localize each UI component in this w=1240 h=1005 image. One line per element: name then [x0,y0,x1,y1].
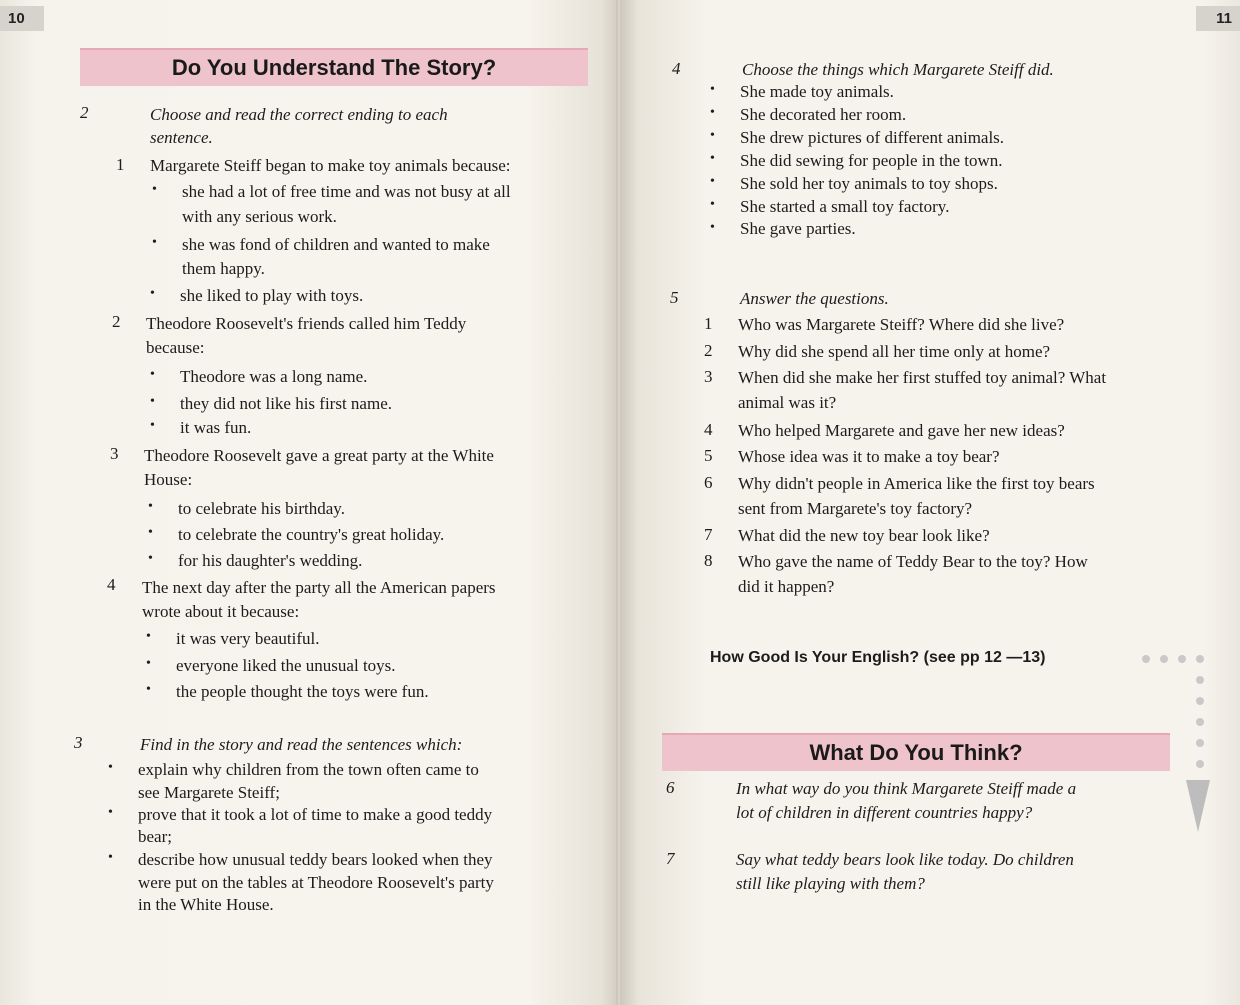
decorative-dot-icon [1142,655,1150,663]
question-number: 6 [704,473,713,492]
bullet-icon: • [710,151,715,166]
answer-option: they did not like his first name. [180,394,392,413]
bullet-icon: • [148,499,153,514]
bullet-icon: • [146,682,151,697]
question-text: Who helped Margarete and gave her new ideas? [738,421,1065,440]
exercise-number: 3 [74,733,83,752]
question-text: Theodore Roosevelt's friends called him Teddy [146,314,467,333]
exercise-instruction: Find in the story and read the sentences which: [140,735,463,754]
decorative-dot-icon [1196,739,1204,747]
answer-option: she had a lot of free time and was not busy at all [182,182,511,201]
bullet-icon: • [108,760,113,775]
question-text: The next day after the party all the American papers [142,578,496,597]
bullet-icon: • [146,629,151,644]
question-text: Who was Margarete Steiff? Where did she live? [738,315,1065,334]
exercise-instruction: still like playing with them? [736,874,925,893]
task-item: prove that it took a lot of time to make a good teddy [138,805,493,824]
question-number: 3 [110,444,119,463]
bullet-icon: • [710,220,715,235]
decorative-dot-icon [1196,760,1204,768]
answer-option: she was fond of children and wanted to make [182,235,490,254]
question-number: 4 [107,575,116,594]
exercise-instruction: lot of children in different countries happy? [736,803,1033,822]
question-text: because: [146,338,205,357]
answer-option: the people thought the toys were fun. [176,682,429,701]
exercise-number: 6 [666,778,675,797]
question-number: 8 [704,551,713,570]
question-number: 2 [112,312,121,331]
answer-option: it was fun. [180,418,252,437]
exercise-instruction: Say what teddy bears look like today. Do children [736,850,1074,869]
question-text: Margarete Steiff began to make toy animals because: [150,156,511,175]
task-item: explain why children from the town often came to [138,760,479,779]
exercise-number: 7 [666,849,675,868]
question-text: sent from Margarete's toy factory? [738,499,973,518]
decorative-dot-icon [1178,655,1186,663]
answer-option: for his daughter's wedding. [178,551,363,570]
task-item: in the White House. [138,895,274,914]
question-text: Theodore Roosevelt gave a great party at the White [144,446,494,465]
task-item: describe how unusual teddy bears looked when they [138,850,493,869]
task-item: She drew pictures of different animals. [740,128,1005,147]
question-text: Whose idea was it to make a toy bear? [738,447,1000,466]
question-text: What did the new toy bear look like? [738,526,990,545]
bullet-icon: • [148,551,153,566]
exercise-number: 4 [672,59,681,78]
cross-reference: How Good Is Your English? (see pp 12 —13) [710,649,1046,666]
question-text: When did she make her first stuffed toy animal? What [738,368,1107,387]
task-item: She did sewing for people in the town. [740,151,1003,170]
answer-option: it was very beautiful. [176,629,320,648]
task-item: She made toy animals. [740,82,894,101]
task-item: were put on the tables at Theodore Roosevelt's party [138,873,494,892]
bullet-icon: • [150,394,155,409]
right-page [620,0,1240,1005]
page-number-left: 10 [0,6,44,31]
decorative-dot-icon [1196,697,1204,705]
question-number: 4 [704,420,713,439]
decorative-dot-icon [1196,718,1204,726]
bullet-icon: • [152,235,157,250]
answer-option: everyone liked the unusual toys. [176,656,396,675]
question-number: 5 [704,446,713,465]
answer-option: to celebrate the country's great holiday. [178,525,445,544]
decorative-dot-icon [1160,655,1168,663]
question-number: 1 [704,314,713,333]
bullet-icon: • [152,182,157,197]
exercise-instruction: sentence. [150,128,213,147]
bullet-icon: • [710,197,715,212]
bullet-icon: • [148,525,153,540]
task-item: She sold her toy animals to toy shops. [740,174,998,193]
answer-option: them happy. [182,259,265,278]
exercise-instruction: Answer the questions. [740,289,889,308]
bullet-icon: • [108,850,113,865]
task-item: She decorated her room. [740,105,907,124]
question-text: did it happen? [738,577,835,596]
decorative-dot-icon [1196,655,1204,663]
question-text: animal was it? [738,393,837,412]
decorative-dot-icon [1196,676,1204,684]
exercise-instruction: Choose the things which Margarete Steiff did. [742,60,1054,79]
bullet-icon: • [150,367,155,382]
question-text: wrote about it because: [142,602,300,621]
question-text: Who gave the name of Teddy Bear to the toy? How [738,552,1088,571]
question-number: 2 [704,341,713,360]
bullet-icon: • [710,105,715,120]
bullet-icon: • [146,656,151,671]
exercise-instruction: In what way do you think Margarete Steiff made a [736,779,1077,798]
page-number-right: 11 [1196,6,1240,31]
question-text: House: [144,470,193,489]
question-number: 1 [116,155,125,174]
bullet-icon: • [710,174,715,189]
exercise-number: 2 [80,103,89,122]
task-item: She started a small toy factory. [740,197,950,216]
question-number: 7 [704,525,713,544]
exercise-instruction: Choose and read the correct ending to each [150,105,448,124]
bullet-icon: • [710,82,715,97]
answer-option: Theodore was a long name. [180,367,368,386]
question-text: Why did she spend all her time only at home? [738,342,1051,361]
exercise-number: 5 [670,288,679,307]
task-item: She gave parties. [740,219,856,238]
answer-option: to celebrate his birthday. [178,499,345,518]
bullet-icon: • [150,418,155,433]
bullet-icon: • [150,286,155,301]
task-item: bear; [138,827,172,846]
arrow-down-icon [1186,780,1210,832]
question-number: 3 [704,367,713,386]
answer-option: with any serious work. [182,207,337,226]
answer-option: she liked to play with toys. [180,286,364,305]
task-item: see Margarete Steiff; [138,783,280,802]
question-text: Why didn't people in America like the first toy bears [738,474,1095,493]
section-heading: What Do You Think? [662,733,1170,771]
bullet-icon: • [108,805,113,820]
bullet-icon: • [710,128,715,143]
section-heading: Do You Understand The Story? [80,48,588,86]
